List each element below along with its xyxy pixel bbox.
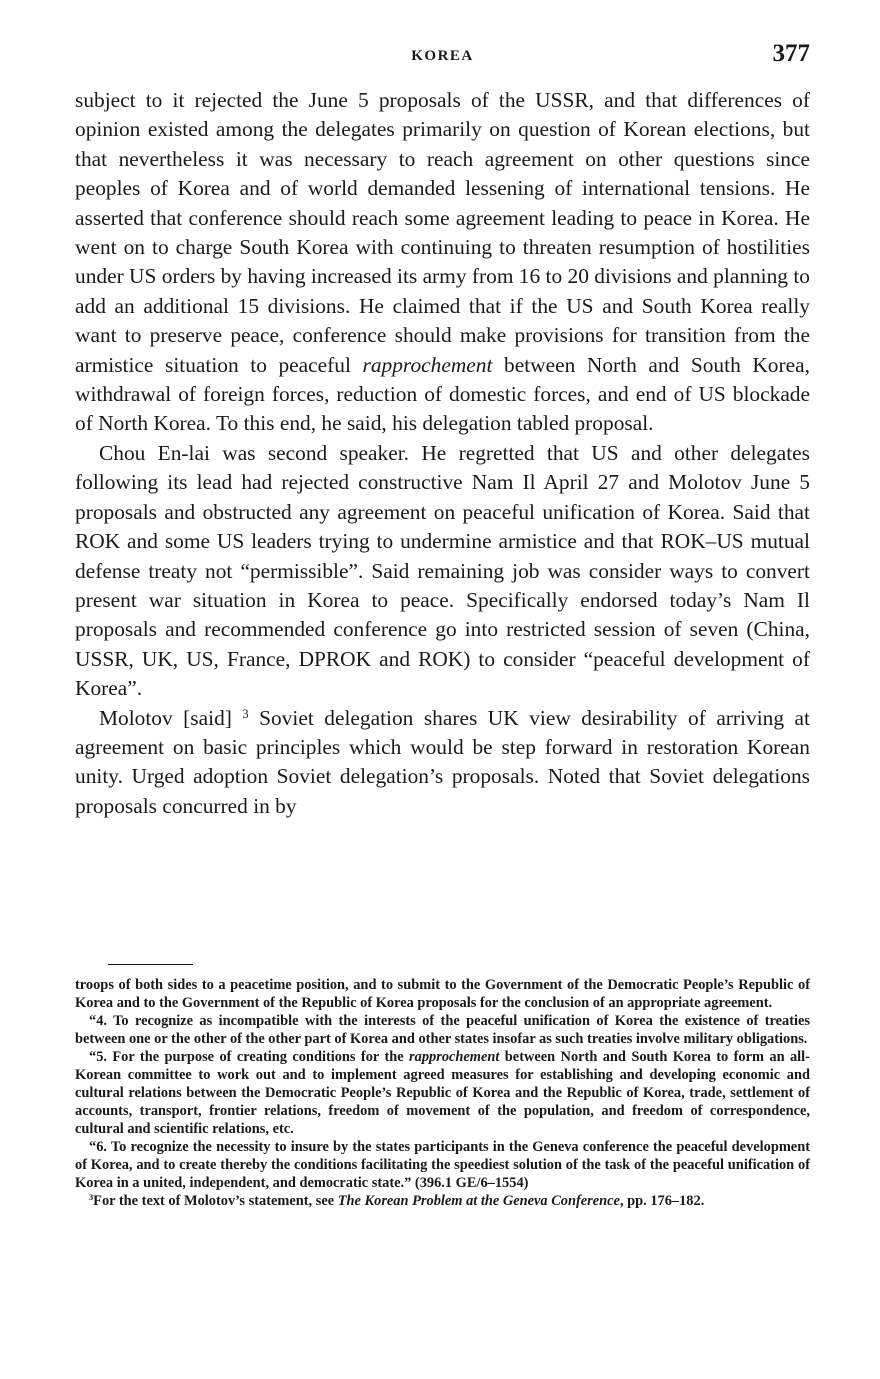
paragraph-continued — [75, 86, 810, 439]
footnotes — [75, 976, 810, 1210]
page-number: 377 — [772, 40, 810, 67]
footnote-3 — [75, 1192, 810, 1210]
paragraph-text: subject to it rejected the June 5 proposals of the USSR, and that differences of opinion existed among the delegates primarily on question of Korean elections, but that nevertheless it was necessary to reach agreement on other questions since peoples of Korea and of world demanded lessening of international tensions. He asserted that conference should reach some agreement leading to peace in Korea. He went on to charge South Korea with continuing to threaten resumption of hostilities under US orders by having increased its army from 16 to 20 divisions and planning to add an additional 15 divisions. He claimed that if the US and South Korea really want to preserve peace, conference should make provisions for transition from the armistice situation to peaceful — [75, 88, 810, 377]
paragraph-text: Molotov [said] — [99, 705, 232, 730]
paragraph-molotov — [75, 704, 810, 822]
footnote-item-4: “4. To recognize as incompatible with the interests of the peaceful unification of Korea the existence of treaties between one or the other of the other part of Korea and other states insofar as such treaties involve military obligations. — [75, 1013, 810, 1047]
footnote-continued: troops of both sides to a peacetime position, and to submit to the Government of the Democratic People’s Republic of Korea and to the Government of the Republic of Korea proposals for the conclusion of an appropriate agreement. — [75, 977, 810, 1011]
footnote-marker: 3 — [89, 1193, 94, 1203]
footnote-text: “5. For the purpose of creating conditions for the — [89, 1049, 404, 1065]
cited-title: The Korean Problem at the Geneva Conference — [337, 1193, 620, 1209]
running-title: KOREA — [411, 48, 474, 64]
paragraph-text: Chou En-lai was second speaker. He regretted that US and other delegates following its lead had rejected constructive Nam Il April 27 and Molotov June 5 proposals and obstructed any agreement on peaceful unification of Korea. Said that ROK and some US leaders trying to undermine armistice and that ROK–US mutual defense treaty not “permissible”. Said remaining job was consider ways to convert present war situation in Korea to peace. Specifically endorsed today’s Nam Il proposals and recommended conference go into restricted session of seven (China, USSR, UK, US, France, DPROK and ROK) to consider “peaceful development of Korea”. — [75, 440, 810, 701]
paragraph-chou-en-lai — [75, 439, 810, 704]
footnote-text: between North and South Korea to form an all-Korean committee to work out and to implement agreed measures for establishing and developing economic and cultural relations between the Democratic People’s Republic of Korea and the Republic of Korea, trade, settlement of accounts, transport, frontier relations, freedom of movement of the population, and freedom of correspondence, cultural and scientific relations, etc. — [75, 1049, 810, 1137]
running-head — [75, 40, 810, 80]
paragraph-text: Soviet delegation shares UK view desirability of arriving at agreement on basic principles which would be step forward in restoration Korean unity. Urged adoption Soviet delegation’s proposals. Noted that Soviet delegations proposals concurred in by — [75, 705, 810, 818]
footnote-text: For the text of Molotov’s statement, see — [93, 1193, 335, 1209]
footnote-text: , pp. 176–182. — [619, 1193, 705, 1209]
footnote-item-5 — [75, 1048, 810, 1138]
footnote-item-6: “6. To recognize the necessity to insure by the states participants in the Geneva conference the peaceful development of Korea, and to create thereby the conditions facilitating the speediest solution of the task of the peaceful unification of Korea in a united, independent, and democratic state.” (396.1 GE/6–1554) — [75, 1139, 810, 1191]
body-text — [75, 86, 810, 821]
italic-term: rapprochement — [362, 352, 493, 377]
paragraph-text: between North and South Korea, withdrawal of foreign forces, reduction of domestic forces, and end of US blockade of North Korea. To this end, he said, his delegation tabled proposal. — [75, 352, 810, 436]
footnote-reference: 3 — [242, 706, 249, 721]
italic-term: rapprochement — [409, 1049, 500, 1065]
footnote-separator — [108, 964, 193, 965]
